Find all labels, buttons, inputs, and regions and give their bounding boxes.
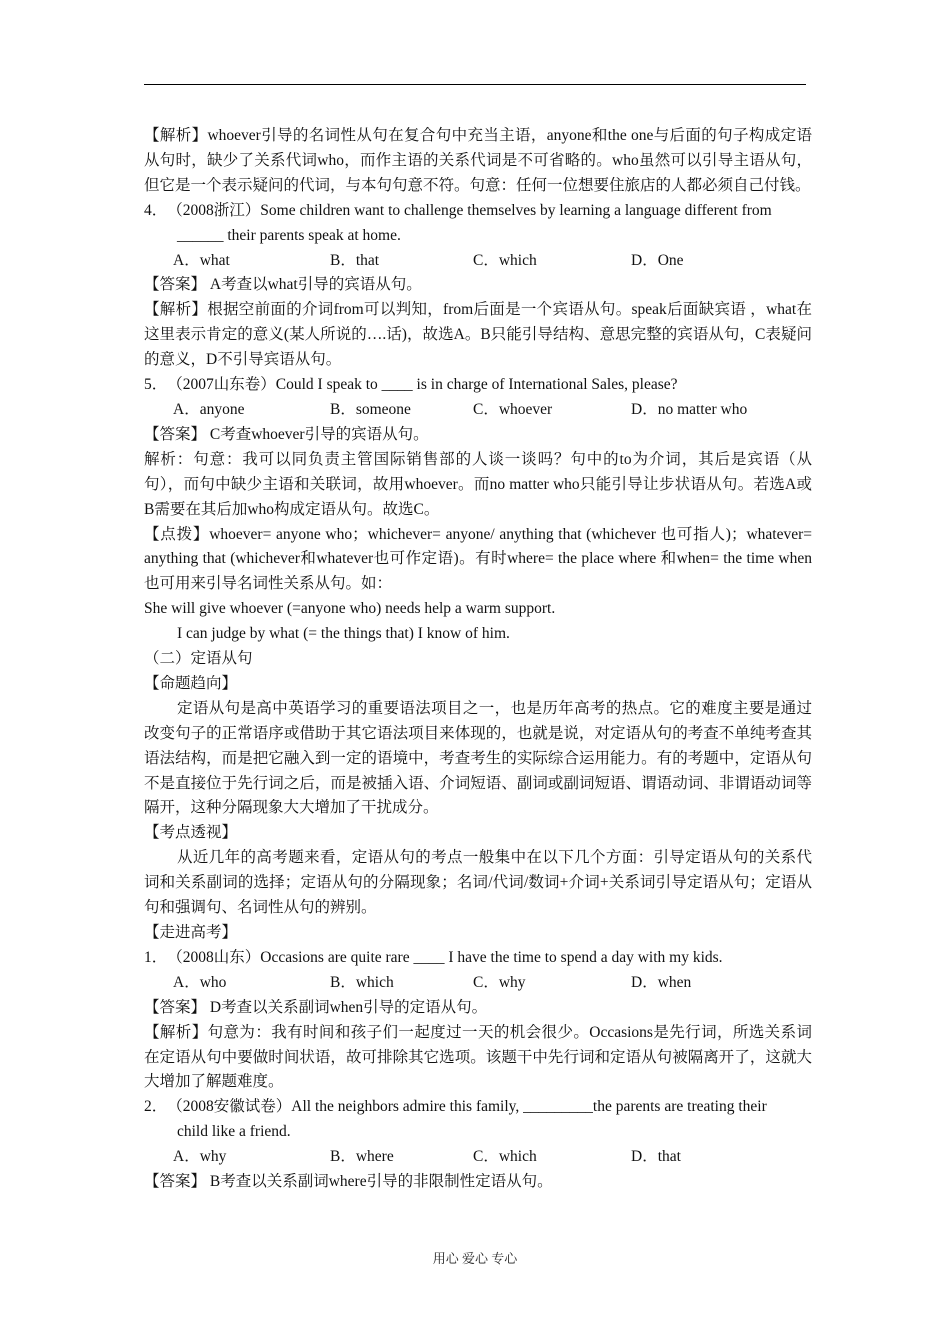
option-d: D．One: [631, 251, 684, 269]
option-c: C．which: [473, 1148, 537, 1166]
analysis-paragraph: 解析：句意：我可以同负责主管国际销售部的人谈一谈吗？句中的to为介词，其后是宾语（从句），而句中缺少主语和关联词，故用whoever。而no matter who只能引导让步状语从句。若选A或B需要在其后加who构成定语从句。故选C。: [144, 450, 812, 518]
option-list: [144, 398, 812, 423]
option-d: D．that: [631, 1148, 681, 1166]
answer-line: 【答案】 B考查以关系副词where引导的非限制性定语从句。: [144, 1173, 553, 1191]
answer-line: 【答案】 D考查以关系副词when引导的定语从句。: [144, 998, 488, 1016]
option-b: B．where: [330, 1148, 394, 1166]
answer-line: 【答案】 C考查whoever引导的宾语从句。: [144, 425, 429, 443]
option-d: D．when: [631, 973, 692, 991]
question-number: 4．: [144, 201, 168, 219]
question-stem: （2008山东）Occasions are quite rare ____ I have the time to spend a day with my kids.: [167, 948, 723, 966]
question-stem: （2007山东卷）Could I speak to ____ is in charge of International Sales, please?: [167, 376, 678, 394]
option-list: [144, 249, 812, 274]
analysis-paragraph: 【解析】句意为：我有时间和孩子们一起度过一天的机会很少。Occasions是先行词，所选关系词在定语从句中要做时间状语，故可排除其它选项。该题干中先行词和定语从句被隔离开了，这就大大增加了解题难度。: [144, 1023, 812, 1091]
trend-paragraph: 定语从句是高中英语学习的重要语法项目之一，也是历年高考的热点。它的难度主要是通过改变句子的正常语序或借助于其它语法项目来体现的，也就是说，对定语从句的考查不单纯考查其语法结构，而是把它融入到一定的语境中，考查考生的实际综合运用能力。有的考题中，定语从句不是直接位于先行词之后，而是被插入语、介词短语、副词或副词短语、谓语动词、非谓语动词等隔开，这种分隔现象大大增加了干扰成分。: [144, 699, 812, 817]
option-a: A．anyone: [173, 400, 245, 418]
question-stem-continued: child like a friend.: [177, 1123, 291, 1141]
question-stem: （2008浙江）Some children want to challenge themselves by learning a language different from: [167, 201, 772, 219]
analysis-paragraph: 【解析】根据空前面的介词from可以判知，from后面是一个宾语从句。speak后面缺宾语 ，what在这里表示肯定的意义(某人所说的….话)，故选A。B只能引导结构、意思完整的宾语从句，C表疑问的意义，D不引导宾语从句。: [144, 301, 812, 369]
option-c: C．why: [473, 973, 526, 991]
option-a: A．who: [173, 973, 227, 991]
question-number: 5．: [144, 376, 168, 394]
option-a: A．why: [173, 1148, 227, 1166]
exam-heading: 【走进高考】: [144, 924, 238, 941]
exam-question-2: [144, 1095, 812, 1195]
option-list: [144, 971, 812, 996]
option-a: A．what: [173, 251, 230, 269]
question-number: 2．: [144, 1098, 168, 1116]
example-sentence: She will give whoever (=anyone who) needs help a warm support.: [144, 600, 556, 618]
option-b: B．which: [330, 973, 394, 991]
answer-line: 【答案】 A考查以what引导的宾语从句。: [144, 276, 422, 294]
trend-heading: 【命题趋向】: [144, 674, 238, 692]
analysis-paragraph: 【解析】whoever引导的名词性从句在复合句中充当主语，anyone和the one与后面的句子构成定语从句时，缺少了关系代词who，而作主语的关系代词是不可省略的。who虽然可以引导主语从句，但它是一个表示疑问的代词，与本句句意不符。句意：任何一位想要住旅店的人都必须自己付钱。: [144, 127, 812, 194]
points-heading: 【考点透视】: [144, 824, 238, 842]
option-list: [144, 1145, 812, 1170]
exam-question-1: [144, 946, 812, 1095]
points-paragraph: 从近几年的高考题来看，定语从句的考点一般集中在以下几个方面：引导定语从句的关系代词和关系副词的选择；定语从句的分隔现象；名词/代词/数词+介词+关系词引导定语从句；定语从句和强调句、名词性从句的辨别。: [144, 849, 812, 917]
question-stem-continued: ______ their parents speak at home.: [177, 226, 401, 244]
option-c: C．which: [473, 251, 537, 269]
document-body: [144, 124, 812, 1195]
option-b: B．someone: [330, 400, 411, 418]
option-c: C．whoever: [473, 400, 553, 418]
option-d: D．no matter who: [631, 400, 748, 418]
question-5: [144, 373, 812, 647]
tip-paragraph: 【点拨】whoever= anyone who；whichever= anyone/ anything that (whichever 也可指人)；whatever= anything that (whichever和whatever也可作定语)。有时where= the place where 和when= the time when也可用来引导名词性关系从句。如：: [144, 525, 812, 593]
section-title: （二）定语从句: [144, 650, 253, 668]
question-4: [144, 199, 812, 373]
header-rule: [144, 84, 806, 85]
option-b: B．that: [330, 251, 380, 269]
example-sentence: I can judge by what (= the things that) I know of him.: [177, 625, 510, 643]
page-footer: 用心 爱心 专心: [432, 1251, 518, 1266]
question-stem: （2008安徽试卷）All the neighbors admire this family, _________the parents are treating their: [167, 1098, 767, 1116]
question-number: 1．: [144, 948, 168, 966]
